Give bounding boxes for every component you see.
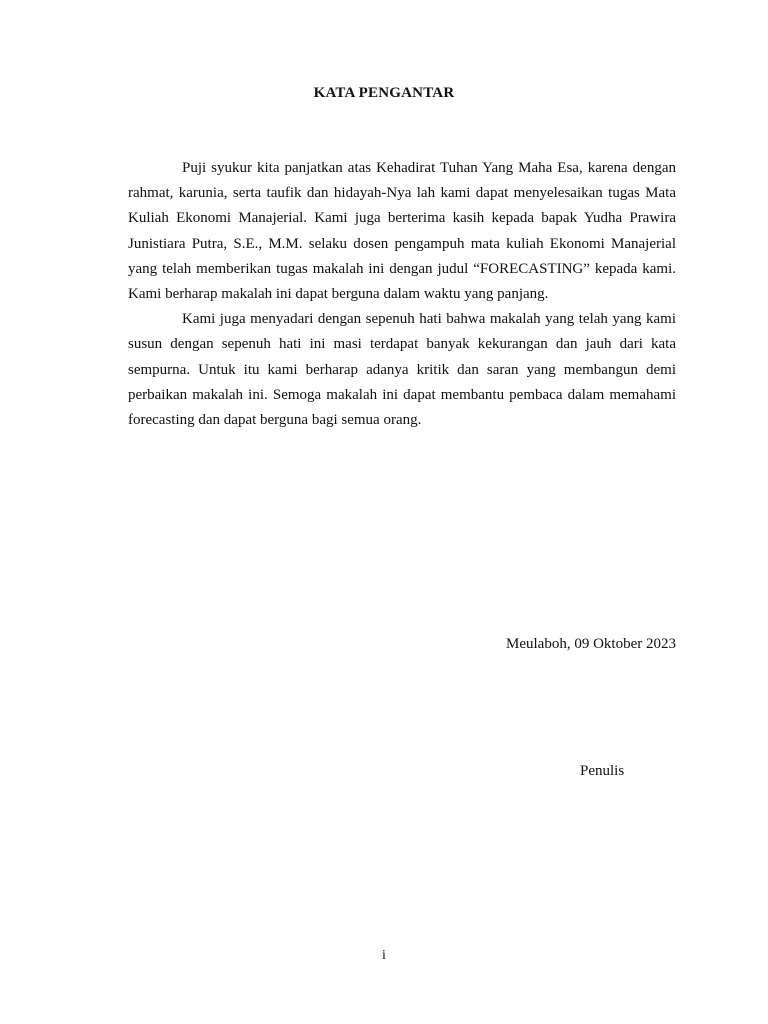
page-title: KATA PENGANTAR: [313, 85, 455, 101]
paragraph-2: Kami juga menyadari dengan sepenuh hati bahwa makalah yang telah yang kami susun dengan sepenuh hati ini masi terdapat banyak kekurangan dan jauh dari kata sempurna. Untuk itu kami berharap adanya kritik dan saran yang membangun demi perbaikan makalah ini. Semoga makalah ini dapat membantu pembaca dalam memahami forecasting dan dapat berguna bagi semua orang.: [128, 311, 676, 429]
paragraph-1: Puji syukur kita panjatkan atas Kehadirat Tuhan Yang Maha Esa, karena dengan rahmat, karunia, serta taufik dan hidayah-Nya lah kami dapat menyelesaikan tugas Mata Kuliah Ekonomi Manajerial. Kami juga berterima kasih kepada bapak Yudha Prawira Junistiara Putra, S.E., M.M. selaku dosen pengampuh mata kuliah Ekonomi Manajerial yang telah memberikan tugas makalah ini dengan judul “FORECASTING” kepada kami. Kami berharap makalah ini dapat berguna dalam waktu yang panjang.: [128, 160, 676, 303]
body-text: [128, 156, 676, 433]
signature-label: Penulis: [580, 763, 625, 779]
page-number: i: [382, 948, 386, 963]
place-date: Meulaboh, 09 Oktober 2023: [506, 636, 676, 652]
